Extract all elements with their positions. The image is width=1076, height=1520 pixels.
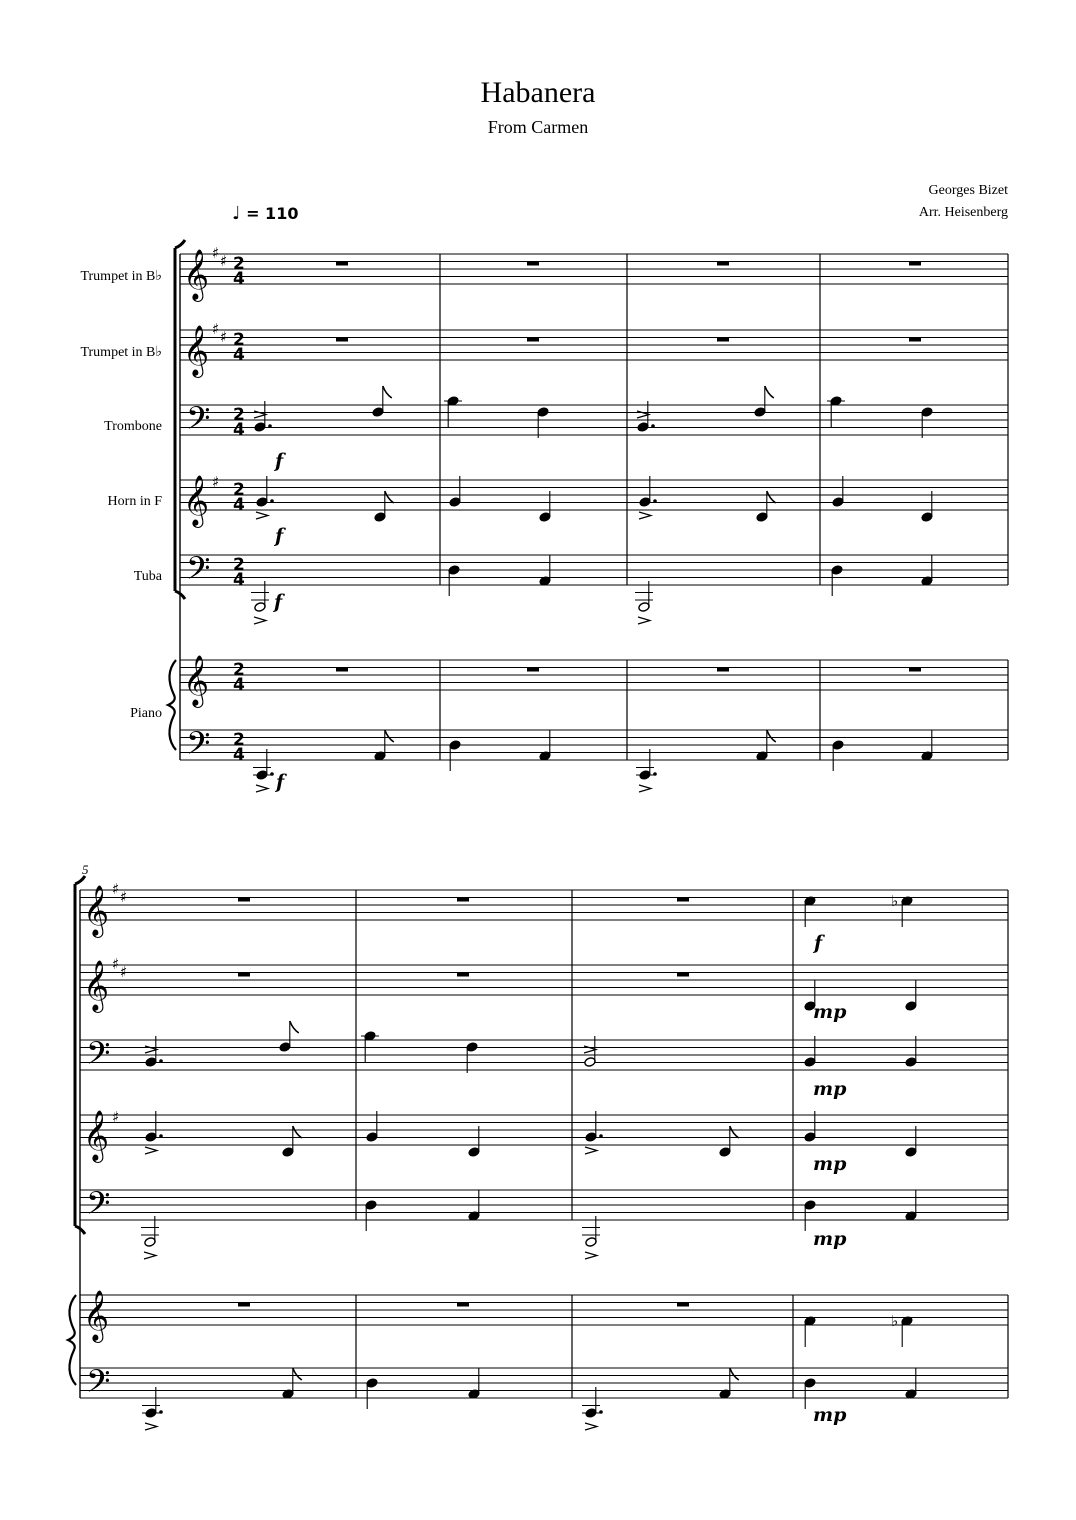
half-rest [238,1303,250,1307]
measure-number: 5 [82,862,89,877]
half-rest [909,668,921,672]
bass-clef-icon: 𝄢 [186,550,211,594]
time-signature-lower: 4 [233,420,245,440]
treble-clef-icon: 𝄞 [83,1290,110,1341]
key-sharp-icon: ♯ [220,328,228,346]
key-sharp-icon: ♯ [112,1108,120,1126]
note-flag [730,1368,739,1380]
accent-mark [145,1147,157,1154]
half-rest [677,973,689,977]
instrument-label-horn: Horn in F [107,494,162,509]
note-flag [767,730,776,742]
tempo-value: = 110 [246,204,299,223]
key-sharp-icon: ♯ [212,244,220,262]
accent-mark [638,617,650,624]
treble-clef-icon: 𝄞 [83,1110,110,1161]
accent-mark [145,1423,157,1430]
dynamic-forte: f [275,525,284,547]
dynamic-forte: f [275,450,284,472]
treble-clef-icon: 𝄞 [183,475,210,526]
half-rest [336,262,348,266]
augmentation-dot [268,424,272,428]
time-signature-upper: 2 [233,254,245,274]
arranger-credit: Arr. Heisenberg [918,205,1008,220]
time-signature-lower: 4 [233,570,245,590]
half-rest [717,338,729,342]
half-rest [336,338,348,342]
augmentation-dot [159,1059,163,1063]
half-rest [677,1303,689,1307]
instrument-label-trombone: Trombone [104,419,162,434]
dynamic-mezzo_piano: mp [813,1153,847,1175]
key-sharp-icon: ♯ [120,963,128,981]
flat-accidental-icon: ♭ [891,892,899,910]
dynamic-forte: f [274,591,283,613]
key-sharp-icon: ♯ [112,955,120,973]
key-sharp-icon: ♯ [120,888,128,906]
score-subtitle: From Carmen [487,117,589,137]
accent-mark [144,1252,156,1259]
time-signature-lower: 4 [233,345,245,365]
bass-clef-icon: 𝄢 [186,400,211,444]
accent-mark [585,1423,597,1430]
instrument-label-piano: Piano [130,706,162,721]
note-flag [385,491,394,503]
half-rest [717,668,729,672]
augmentation-dot [159,1134,163,1138]
accent-mark [256,785,268,792]
note-flag [385,730,394,742]
accent-mark [254,617,266,624]
piano-brace [68,1295,76,1385]
bass-clef-icon: 𝄢 [186,725,211,769]
half-rest [909,338,921,342]
note-flag [730,1126,739,1138]
half-rest [527,338,539,342]
dynamic-mezzo_piano: mp [813,1228,847,1250]
bass-clef-icon: 𝄢 [86,1185,111,1229]
time-signature-upper: 2 [233,730,245,750]
treble-clef-icon: 𝄞 [83,960,110,1011]
accent-mark [585,1252,597,1259]
time-signature-lower: 4 [233,269,245,289]
piano-brace [168,660,176,750]
note-flag [765,386,774,398]
bass-clef-icon: 𝄢 [86,1035,111,1079]
dynamic-forte: f [814,932,823,954]
half-rest [527,668,539,672]
half-rest [909,262,921,266]
treble-clef-icon: 𝄞 [183,655,210,706]
treble-clef-icon: 𝄞 [183,325,210,376]
key-sharp-icon: ♯ [212,473,220,491]
quarter-note-icon: ♩ [232,203,241,224]
time-signature-lower: 4 [233,745,245,765]
instrument-label-trumpet-1: Trumpet in B♭ [80,269,162,284]
time-signature-upper: 2 [233,480,245,500]
half-rest [677,898,689,902]
augmentation-dot [651,424,655,428]
time-signature-upper: 2 [233,405,245,425]
augmentation-dot [270,499,274,503]
key-sharp-icon: ♯ [220,252,228,270]
composer-credit: Georges Bizet [928,183,1008,198]
note-flag [383,386,392,398]
accent-mark [639,512,651,519]
time-signature-lower: 4 [233,495,245,515]
half-rest [457,973,469,977]
treble-clef-icon: 𝄞 [183,249,210,300]
accent-mark [256,512,268,519]
accent-mark [585,1147,597,1154]
flat-accidental-icon: ♭ [891,1312,899,1330]
dynamic-mezzo_piano: mp [813,1078,847,1100]
bass-clef-icon: 𝄢 [86,1363,111,1407]
note-flag [767,491,776,503]
half-rest [238,898,250,902]
time-signature-upper: 2 [233,330,245,350]
instrument-label-tuba: Tuba [133,569,162,584]
half-rest [336,668,348,672]
instrument-label-trumpet-2: Trumpet in B♭ [80,345,162,360]
note-flag [290,1021,299,1033]
dynamic-mezzo_piano: mp [813,1001,847,1023]
tempo-marking [232,203,298,224]
augmentation-dot [653,499,657,503]
half-rest [717,262,729,266]
augmentation-dot [599,1134,603,1138]
half-rest [527,262,539,266]
key-sharp-icon: ♯ [212,320,220,338]
half-rest [457,898,469,902]
time-signature-lower: 4 [233,675,245,695]
note-flag [293,1368,302,1380]
treble-clef-icon: 𝄞 [83,885,110,936]
half-rest [238,973,250,977]
half-rest [457,1303,469,1307]
dynamic-forte: f [276,771,285,793]
key-sharp-icon: ♯ [112,880,120,898]
score-title: Habanera [480,76,596,109]
accent-mark [639,785,651,792]
note-flag [293,1126,302,1138]
time-signature-upper: 2 [233,555,245,575]
dynamic-mezzo_piano: mp [813,1404,847,1426]
time-signature-upper: 2 [233,660,245,680]
